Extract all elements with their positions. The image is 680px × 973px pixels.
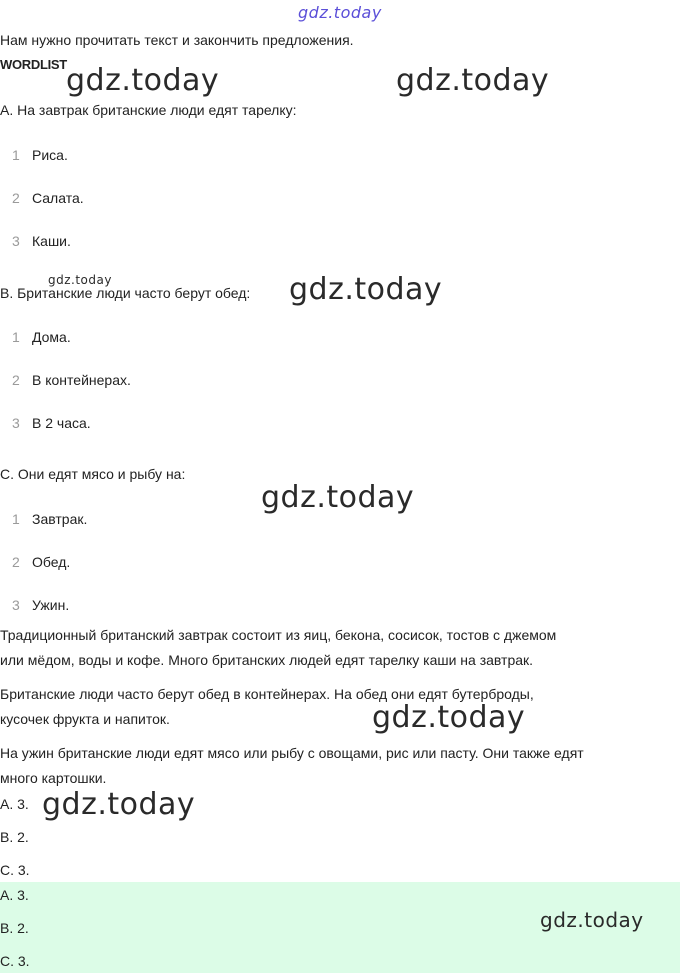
option-label: Ужин.: [32, 597, 70, 613]
option-number: 2: [12, 554, 20, 570]
intro-text: Нам нужно прочитать текст и закончить предложения.: [0, 32, 354, 48]
watermark-7: gdz.today: [540, 908, 644, 932]
option-number: 3: [12, 415, 20, 431]
option-label: Салата.: [32, 190, 84, 206]
option-number: 1: [12, 511, 20, 527]
watermark-4: gdz.today: [261, 480, 415, 515]
question-c-prompt: C. Они едят мясо и рыбу на:: [0, 466, 186, 482]
paragraph-line: много картошки.: [0, 770, 107, 786]
answer-c: C. 3.: [0, 862, 30, 878]
option-number: 2: [12, 190, 20, 206]
answer-b: B. 2.: [0, 829, 29, 845]
option-number: 3: [12, 597, 20, 613]
paragraph-line: кусочек фрукта и напиток.: [0, 711, 170, 727]
answer-highlight-box: [0, 882, 680, 973]
option-label: Каши.: [32, 233, 71, 249]
watermark-2: gdz.today: [396, 63, 550, 98]
highlight-answer-a: A. 3.: [0, 887, 29, 903]
watermark-1: gdz.today: [66, 63, 220, 98]
watermark-6: gdz.today: [42, 787, 196, 822]
option-label: Риса.: [32, 147, 68, 163]
option-label: Обед.: [32, 554, 71, 570]
wordlist-label: WORDLIST: [0, 57, 67, 72]
paragraph-line: Традиционный британский завтрак состоит из яиц, бекона, сосисок, тостов с джемом: [0, 627, 557, 643]
option-number: 3: [12, 233, 20, 249]
question-a-prompt: A. На завтрак британские люди едят тарелку:: [0, 102, 297, 118]
option-number: 1: [12, 329, 20, 345]
option-label: В контейнерах.: [32, 372, 131, 388]
option-label: Дома.: [32, 329, 71, 345]
paragraph-line: На ужин британские люди едят мясо или рыбу с овощами, рис или пасту. Они также едят: [0, 745, 584, 761]
option-number: 1: [12, 147, 20, 163]
option-label: В 2 часа.: [32, 415, 91, 431]
question-b-prompt: B. Британские люди часто берут обед:: [0, 285, 251, 301]
paragraph-dinner: [0, 741, 584, 791]
paragraph-line: или мёдом, воды и кофе. Много британских людей едят тарелку каши на завтрак.: [0, 652, 534, 668]
paragraph-breakfast: [0, 623, 556, 673]
highlight-answer-b: B. 2.: [0, 920, 29, 936]
highlight-answer-c: C. 3.: [0, 953, 30, 969]
answer-a: A. 3.: [0, 796, 29, 812]
option-label: Завтрак.: [32, 511, 88, 527]
watermark-3: gdz.today: [289, 272, 443, 307]
watermark-5: gdz.today: [372, 700, 526, 735]
watermark-small: gdz.today: [48, 273, 112, 287]
option-number: 2: [12, 372, 20, 388]
paragraph-line: Британские люди часто берут обед в контейнерах. На обед они едят бутерброды,: [0, 686, 534, 702]
watermark-top: gdz.today: [298, 3, 382, 22]
